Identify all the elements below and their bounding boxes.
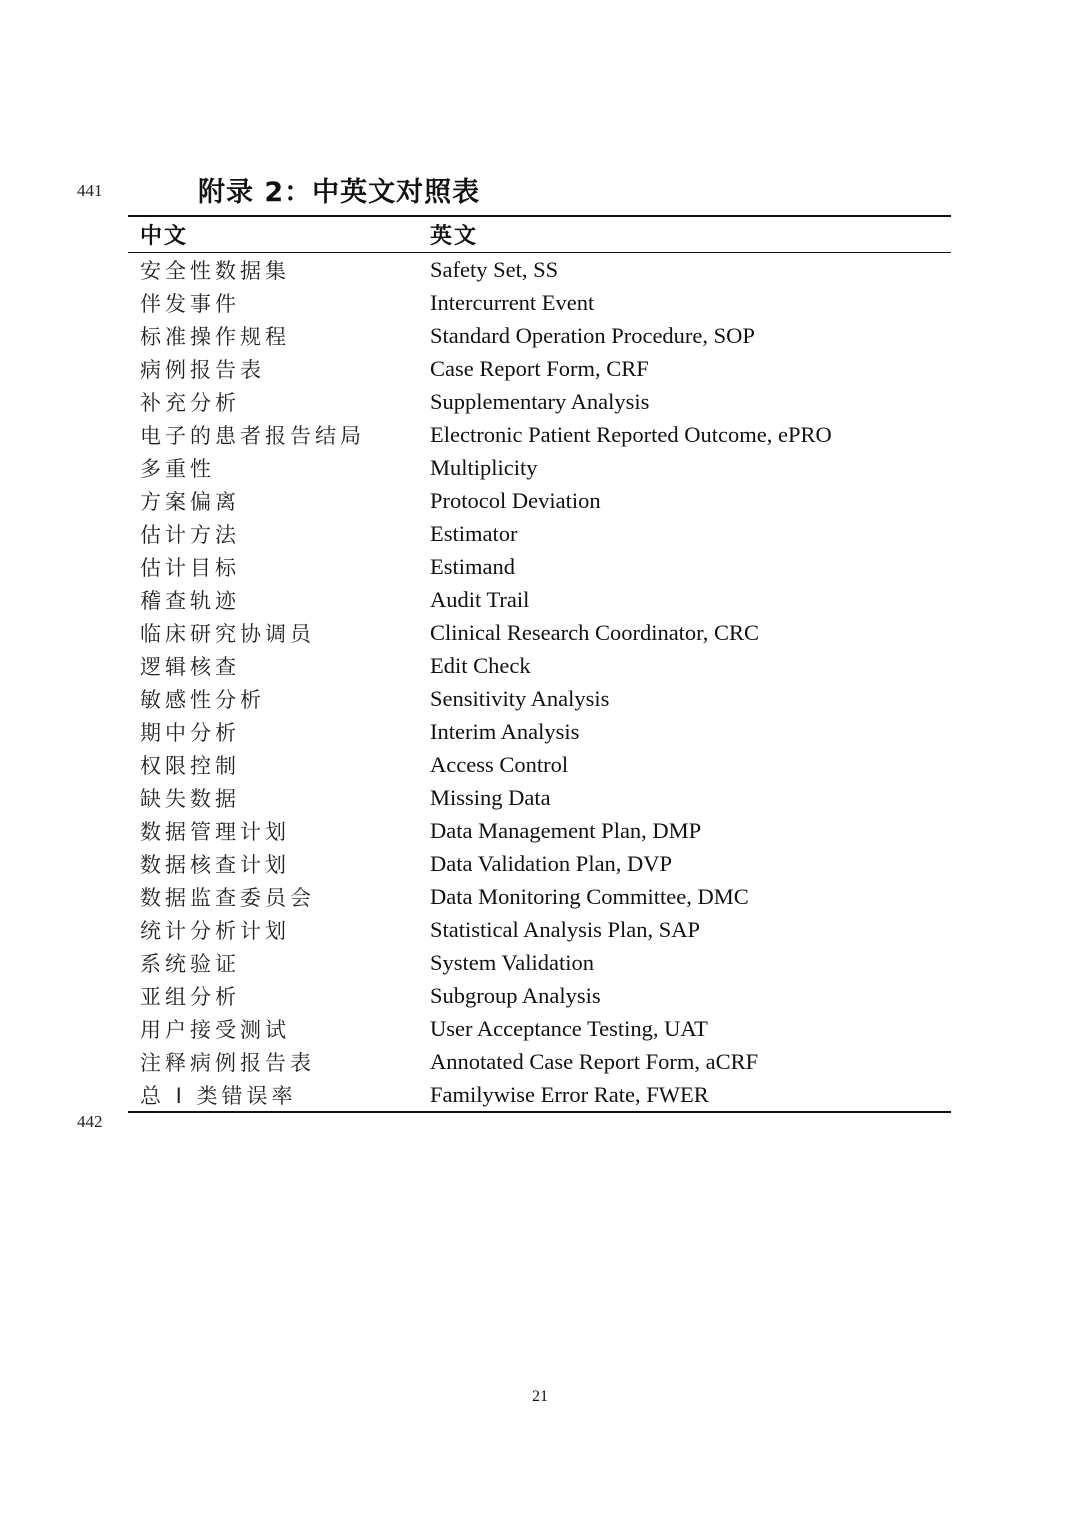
term-english: Safety Set, SS (430, 256, 559, 282)
term-chinese: 期中分析 (140, 720, 240, 745)
term-english: Data Management Plan, DMP (430, 817, 702, 843)
term-chinese: 缺失数据 (140, 786, 240, 811)
table-row (128, 847, 951, 880)
term-chinese: 方案偏离 (140, 489, 240, 514)
table-row (128, 451, 951, 484)
term-english: Data Monitoring Committee, DMC (430, 883, 749, 909)
table-row (128, 319, 951, 352)
table-row (128, 748, 951, 781)
term-english: Estimator (430, 520, 518, 546)
table-row (128, 814, 951, 847)
term-english: Statistical Analysis Plan, SAP (430, 916, 701, 942)
term-english: Interim Analysis (430, 718, 580, 744)
term-chinese: 伴发事件 (140, 291, 240, 316)
term-english: Estimand (430, 553, 515, 579)
table-row (128, 253, 951, 287)
header-english: 英文 (430, 224, 479, 249)
term-chinese: 统计分析计划 (140, 918, 290, 943)
table-row (128, 352, 951, 385)
table-row (128, 1045, 951, 1078)
term-english: Clinical Research Coordinator, CRC (430, 619, 760, 645)
term-chinese: 总 I 类错误率 (140, 1083, 297, 1108)
term-chinese: 多重性 (140, 456, 215, 481)
term-chinese: 数据管理计划 (140, 819, 290, 844)
term-english: Supplementary Analysis (430, 388, 650, 414)
table-row (128, 418, 951, 451)
table-row (128, 583, 951, 616)
table-row (128, 649, 951, 682)
term-chinese: 安全性数据集 (140, 258, 290, 283)
page-number: 21 (532, 1388, 548, 1405)
term-english: Subgroup Analysis (430, 982, 601, 1008)
term-chinese: 逻辑核查 (140, 654, 240, 679)
term-chinese: 补充分析 (140, 390, 240, 415)
term-english: Intercurrent Event (430, 289, 595, 315)
term-english: Access Control (430, 751, 569, 777)
table-row (128, 781, 951, 814)
term-chinese: 电子的患者报告结局 (140, 423, 365, 448)
term-english: User Acceptance Testing, UAT (430, 1015, 708, 1041)
table-row (128, 517, 951, 550)
term-chinese: 标准操作规程 (140, 324, 290, 349)
header-chinese: 中文 (140, 224, 189, 249)
table-row (128, 484, 951, 517)
term-chinese: 估计方法 (140, 522, 240, 547)
table-row (128, 946, 951, 979)
glossary-table-container (128, 215, 951, 1113)
table-row (128, 715, 951, 748)
table-row (128, 979, 951, 1012)
term-english: Sensitivity Analysis (430, 685, 610, 711)
line-number-441: 441 (77, 181, 103, 200)
term-english: System Validation (430, 949, 594, 975)
table-row (128, 385, 951, 418)
term-chinese: 数据核查计划 (140, 852, 290, 877)
term-english: Annotated Case Report Form, aCRF (430, 1048, 759, 1074)
appendix-title: 附录 2：中英文对照表 (198, 177, 481, 208)
term-chinese: 亚组分析 (140, 984, 240, 1009)
term-chinese: 临床研究协调员 (140, 621, 315, 646)
term-chinese: 权限控制 (140, 753, 240, 778)
table-header-row (128, 216, 951, 253)
term-english: Edit Check (430, 652, 531, 678)
term-english: Audit Trail (430, 586, 530, 612)
term-english: Electronic Patient Reported Outcome, ePRO (430, 421, 832, 447)
term-chinese: 稽查轨迹 (140, 588, 240, 613)
term-chinese: 系统验证 (140, 951, 240, 976)
term-chinese: 估计目标 (140, 555, 240, 580)
table-row (128, 913, 951, 946)
term-english: Protocol Deviation (430, 487, 601, 513)
table-body (128, 253, 951, 1113)
term-chinese: 用户接受测试 (140, 1017, 290, 1042)
table-row (128, 682, 951, 715)
glossary-table (128, 215, 951, 1113)
table-row (128, 1078, 951, 1112)
table-row (128, 880, 951, 913)
table-row (128, 286, 951, 319)
term-chinese: 病例报告表 (140, 357, 265, 382)
term-english: Missing Data (430, 784, 551, 810)
table-row (128, 1012, 951, 1045)
table-row (128, 550, 951, 583)
term-english: Case Report Form, CRF (430, 355, 649, 381)
line-number-442: 442 (77, 1112, 103, 1131)
term-english: Familywise Error Rate, FWER (430, 1081, 709, 1107)
term-chinese: 注释病例报告表 (140, 1050, 315, 1075)
term-chinese: 敏感性分析 (140, 687, 265, 712)
term-english: Standard Operation Procedure, SOP (430, 322, 755, 348)
term-chinese: 数据监查委员会 (140, 885, 315, 910)
term-english: Multiplicity (430, 454, 538, 480)
table-row (128, 616, 951, 649)
term-english: Data Validation Plan, DVP (430, 850, 673, 876)
